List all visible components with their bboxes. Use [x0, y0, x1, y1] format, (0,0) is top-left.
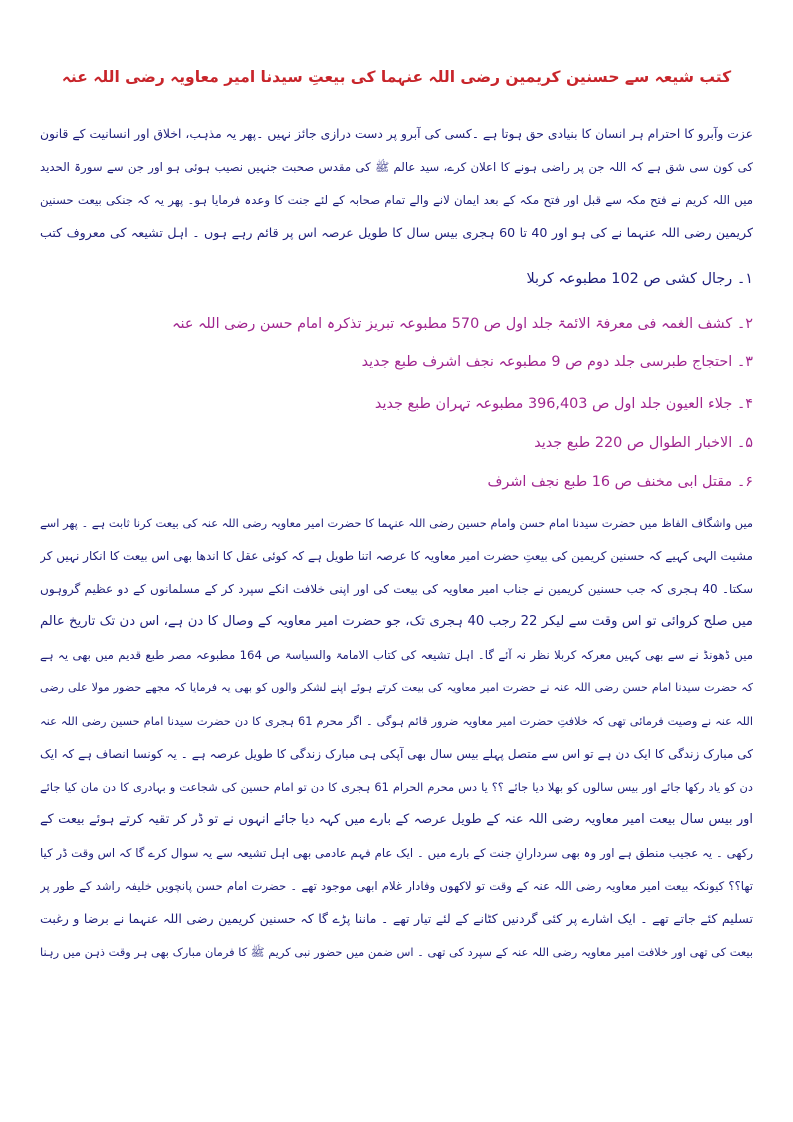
reference-5: ۵۔ الاخبار الطوال ص 220 طبع جدید: [534, 435, 753, 451]
reference-2: ۲۔ کشف الغمہ فی معرفۃ الائمۃ جلد اول ص 570 مطبوعہ تبریز تذکرہ امام حسن رضی اللہ عنہ: [172, 316, 753, 332]
reference-3: ۳۔ احتجاج طبرسی جلد دوم ص 9 مطبوعہ نجف اشرف طبع جدید: [361, 354, 753, 370]
reference-4: ۴۔ جلاء العیون جلد اول ص 396,403 مطبوعہ تہران طبع جدید: [374, 396, 753, 412]
reference-1: ۱۔ رجال کشی ص 102 مطبوعہ کربلا: [526, 271, 753, 287]
body-line-6: کہ حضرت سیدنا امام حسن رضی اللہ عنہ نے حضرت امیر معاویہ کی بیعت کرتے ہوئے اپنے لشکر والوں کو بھی یہ فرمایا کہ مجھے حضور مولا علی رضی: [40, 681, 753, 694]
body-line-10: اور بیس سال بیعت امیر معاویہ رضی اللہ عنہ کے طویل عرصہ کے بارے میں کہہ دیا جائے انہوں نے تو ڈر کر تقیہ کرتے ہوئے بیعت کے: [40, 812, 753, 827]
body-line-14: بیعت کی تھی اور خلافت امیر معاویہ رضی اللہ عنہ کے سپرد کی تھی ۔ اس ضمن میں حضور نبی کریم ﷺ کا فرمان مبارک بھی ہر وقت ذہن میں رہنا: [40, 945, 753, 959]
intro-line-2: کی کون سی شق ہے کہ اللہ جن پر راضی ہونے کا اعلان کرے، سید عالم ﷺ کی مقدس صحبت جنہیں نصیب ہوئی ہو اور جن سے سورۃ الحدید: [40, 160, 753, 174]
body-line-2: مشیت الہی کہیے کہ حسنین کریمین کی بیعتِ حضرت امیر معاویہ کا عرصہ اتنا طویل ہے کہ کوئی عقل کا اندھا بھی اس بیعت کا انکار نہیں کر: [40, 549, 753, 563]
body-line-7: اللہ عنہ نے وصیت فرمائی تھی کہ خلافتِ حضرت امیر معاویہ ضرور قائم ہوگی ۔ اگر محرم 61 ہجری کا دن حضرت سیدنا امام حسین رضی اللہ عنہ: [40, 714, 753, 728]
body-line-1: میں واشگاف الفاظ میں حضرت سیدنا امام حسن وامام حسین رضی اللہ عنہما کا حضرت امیر معاویہ رضی اللہ عنہ کی بیعت کرنا ثابت ہے ۔ پھر اسے: [40, 516, 753, 530]
intro-line-3: میں اللہ کریم نے فتح مکہ سے قبل اور فتح مکہ کے بعد ایمان لانے والے تمام صحابہ کے لئے جنت کا وعدہ فرمایا ہو۔ پھر یہ کہ جنکی بیعت حسنین: [40, 193, 753, 207]
body-line-11: رکھی ۔ یہ عجیب منطق ہے اور وہ بھی سردارانِ جنت کے بارے میں ۔ ایک عام فہم عادمی بھی اہل تشیعہ سے یہ سوال کرے گا کہ اس وقت ڈر کیا: [40, 846, 753, 860]
body-line-12: تھا؟؟ کیونکہ بیعت امیر معاویہ رضی اللہ عنہ کے وقت تو لاکھوں وفادار غلام ابھی موجود تھے ۔ حضرت امام حسن پانچویں خلیفہ راشد کے طور پر: [40, 879, 753, 893]
body-line-5: میں ڈھونڈ نے سے بھی کہیں معرکہ کربلا نظر نہ آئے گا۔ اہل تشیعہ کی کتاب الامامۃ والسیاسۃ ص 164 مطبوعہ مصر طبع قدیم میں بھی یہ ہے: [40, 648, 753, 662]
intro-line-4: کریمین رضی اللہ عنہما نے کی ہو اور 40 تا 60 ہجری بیس سال کا طویل عرصہ اس پر قائم رہے ہوں ۔ اہل تشیعہ کی معروف کتب: [40, 225, 753, 240]
reference-6: ۶۔ مقتل ابی مخنف ص 16 طبع نجف اشرف: [487, 474, 753, 490]
page-title: کتب شیعہ سے حسنین کریمین رضی اللہ عنہما کی بیعتِ سیدنا امیر معاویہ رضی اللہ عنہ: [61, 68, 732, 86]
body-line-13: تسلیم کئے جاتے تھے ۔ ایک اشارے پر کئی گردنیں کٹانے کے لئے تیار تھے ۔ ماننا پڑے گا کہ حسنین کریمین رضی اللہ عنہما نے برضا و رغبت: [40, 911, 753, 926]
intro-line-1: عزت وآبرو کا احترام ہر انسان کا بنیادی حق ہوتا ہے ۔کسی کی آبرو پر دست درازی جائز نہیں ۔پھر یہ مذہب، اخلاق اور انسانیت کے قانون: [40, 127, 753, 141]
body-line-3: سکتا۔ 40 ہجری کہ جب حسنین کریمین نے جناب امیر معاویہ کی بیعت کی اور اپنی خلافت انکے سپرد کر کے مسلمانوں کے دو عظیم گروہوں: [40, 582, 753, 596]
body-line-9: دن کو یاد رکھا جائے اور بیس سالوں کو بھلا دیا جائے ؟؟ یا دس محرم الحرام 61 ہجری کا دن تو امام حسین کی شجاعت و بہادری کا دن مان کیا جائے: [40, 780, 753, 794]
body-line-8: کی مبارک زندگی کا ایک دن ہے تو اس سے متصل پہلے بیس سال بھی آپکی ہی مبارک زندگی کا طویل عرصہ ہے ۔ یہ کونسا انصاف ہے کہ ایک: [40, 747, 753, 761]
body-line-4: میں صلح کروائی تو اس وقت سے لیکر 22 رجب 40 ہجری تک، جو حضرت امیر معاویہ کے وصال کا دن ہے، اس دن تک تاریخ عالم: [40, 614, 753, 629]
